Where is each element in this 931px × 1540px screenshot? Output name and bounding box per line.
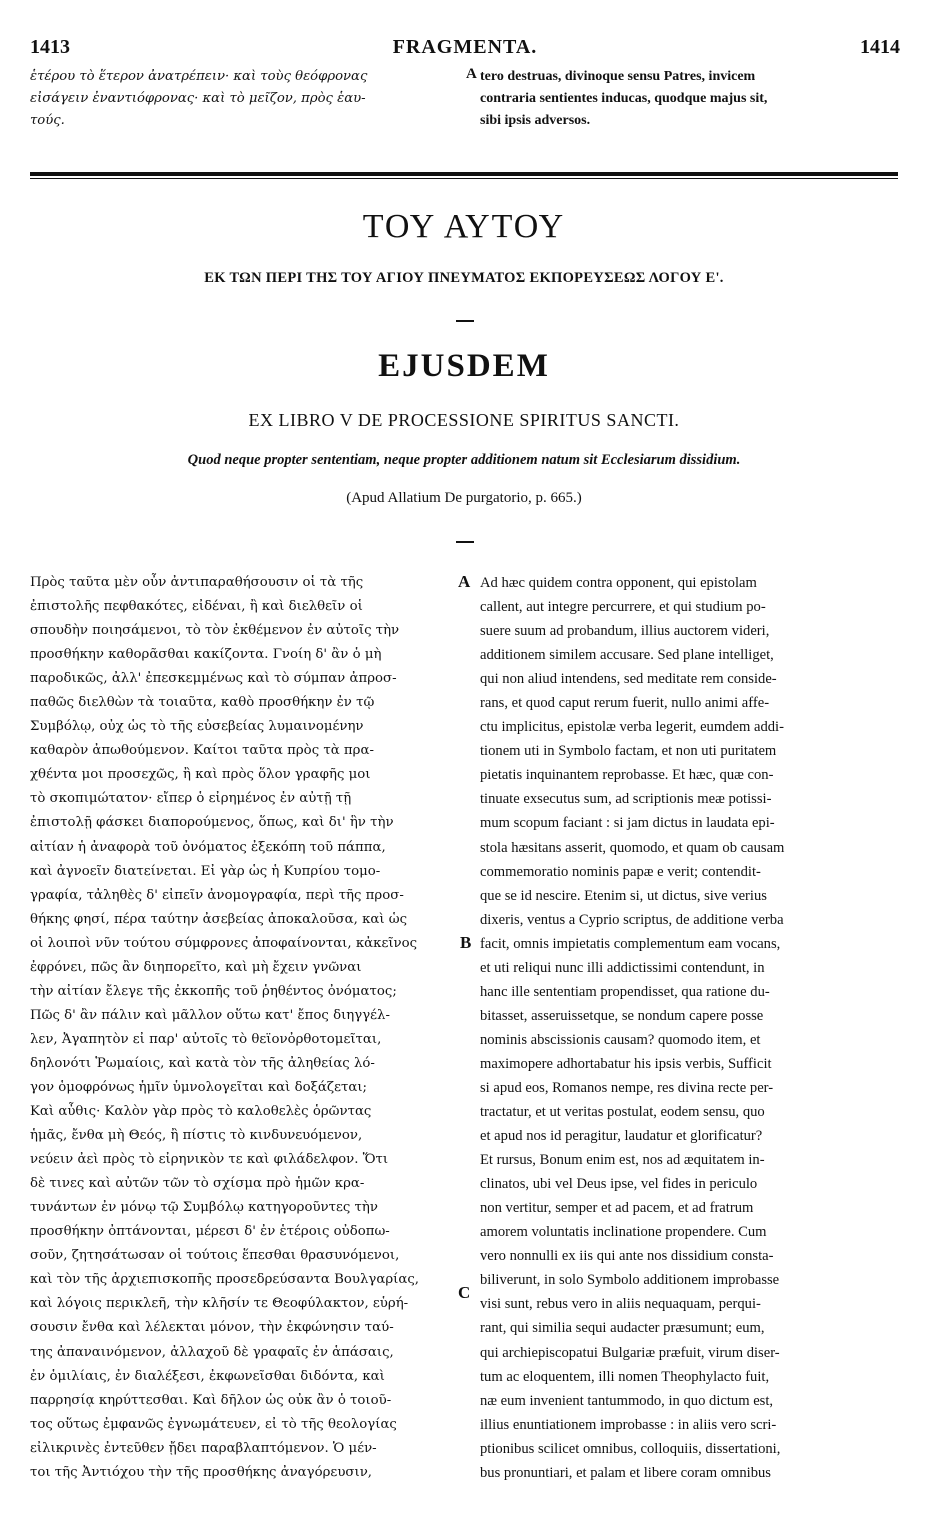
fragment-latin-line: sibi ipsis adversos. [480, 113, 591, 128]
greek-text-line: δὲ τινες καὶ αὐτῶν τῶν τὸ σχίσμα πρὸ ἡμῶν κρα- [30, 1176, 365, 1192]
latin-text-line: Et rursus, Bonum enim est, nos ad æquitatem in- [480, 1152, 765, 1169]
subtitle-latin: EX LIBRO V DE PROCESSIONE SPIRITUS SANCTI. [248, 410, 680, 430]
latin-text-line: clinatos, ubi vel Deus ipse, vel fides in periculo [480, 1176, 758, 1193]
divider-dash [456, 320, 474, 322]
greek-text-line: καὶ λόγοις περικλεῆ, τὴν κλῆσίν τε Θεοφύλακτον, εὑρή- [30, 1296, 409, 1312]
latin-text-line: mum scopum faciant : si jam dictus in laudata epi- [480, 815, 775, 832]
greek-text-line: δηλονότι Ῥωμαίοις, καὶ κατὰ τὸν τῆς ἀληθείας λό- [30, 1055, 375, 1071]
fragment-greek [30, 66, 468, 132]
summary-latin: Quod neque propter sententiam, neque propter additionem natum sit Ecclesiarum dissidium. [187, 452, 741, 468]
latin-text-line: bus pronuntiari, et palam et libere coram omnibus [480, 1464, 771, 1481]
greek-text-line: γραφία, τἀληθὲς δ' εἰπεῖν ἀνομογραφία, περὶ τῆς προσ- [30, 887, 404, 903]
greek-text-line: καθαρὸν ἀπωθούμενον. Καίτοι ταῦτα πρὸς τὰ πρα- [30, 743, 374, 759]
latin-text-line: tinuate exsecutus sum, ad scriptionis meæ potissi- [480, 791, 772, 808]
greek-text-line: παροδικῶς, ἀλλ' ἐπεσκεμμένως καὶ τὸ σύμπαν ἀπροσ- [30, 671, 397, 687]
page-number-left: 1413 [30, 36, 70, 58]
latin-text-line: nominis abscissionis causam? quomodo item, et [480, 1031, 761, 1048]
latin-text-line: tionem uti in Symbolo factam, et non uti puritatem [480, 743, 777, 760]
latin-text-line: vero nonnulli ex iis qui ante nos dissidium consta- [480, 1248, 774, 1265]
latin-text-line: ptionibus scilicet omnibus, colloquiis, dissertationi, [480, 1440, 781, 1457]
latin-text-line: et uti reliqui nunc illi addictissimi contendunt, in [480, 959, 765, 976]
latin-text-line: stola hæsitans asserit, quomodo, et quam ob causam [480, 839, 785, 856]
latin-text-line: illius enuntiationem improbasse : in aliis vero scri- [480, 1416, 777, 1433]
subtitle-greek: ΕΚ ΤΩΝ ΠΕΡΙ ΤΗΣ ΤΟΥ ΑΓΙΟΥ ΠΝΕΥΜΑΤΟΣ ΕΚΠΟΡΕΥΣΕΩΣ ΛΟΓΟΥ Ε'. [204, 270, 724, 286]
latin-text-line: Ad hæc quidem contra opponent, qui epistolam [480, 575, 757, 591]
fragment-latin [480, 66, 900, 132]
title-latin: EJUSDEM [378, 348, 550, 384]
greek-text-line: σουσιν ἔνθα καὶ λέλεκται μόνον, τὴν ἐκφώνησιν ταύ- [30, 1320, 394, 1336]
greek-text-line: Πρὸς ταῦτα μὲν οὖν ἀντιπαραθήσουσιν οἱ τὰ τῆς [30, 575, 364, 590]
latin-text-line: bitasset, asseruissetque, se nondum capere posse [480, 1007, 764, 1024]
greek-text-line: ἐφρόνει, πῶς ἂν διηπορεῖτο, καὶ μὴ ἔχειν γνῶναι [30, 959, 362, 975]
source-note: (Apud Allatium De purgatorio, p. 665.) [346, 490, 582, 506]
greek-text-line: γον ὁμοφρόνως ἡμῖν ὑμνολογεῖται καὶ δοξάζεται; [30, 1079, 368, 1095]
latin-text-line: commemoratio nominis papæ e verit; contendit- [480, 863, 761, 880]
greek-text-line: σπουδὴν ποιησάμενοι, τὸ τὸν ἐκθέμενον ἐν αὐτοῖς τὴν [30, 623, 400, 639]
greek-text-line: σοῦν, ζητησάτωσαν οἱ τούτοις ἕπεσθαι θρασυνόμενοι, [30, 1248, 400, 1264]
latin-text-line: rans, et quod caput rerum fuerit, nullo animi affe- [480, 695, 770, 712]
greek-text-line: ἡμᾶς, ἔνθα μὴ Θεός, ἢ πίστις τὸ κινδυνευόμενον, [30, 1128, 363, 1144]
latin-text-line: non vertitur, semper et ad pacem, et ad fratrum [480, 1200, 754, 1217]
greek-text-line: καὶ τὸν τῆς ἀρχιεπισκοπῆς προσεδρεύσαντα Βουλγαρίας, [30, 1272, 419, 1288]
running-title: FRAGMENTA. [392, 36, 538, 58]
greek-text-line: χθέντα μοι προσεχῶς, ἢ καὶ πρὸς ὅλον γραφῆς μοι [30, 767, 371, 783]
greek-text-line: θήκης φησί, πέρα ταύτην ἀσεβείας ἀποκαλοῦσα, καὶ ὡς [30, 911, 408, 927]
latin-text-line: facit, omnis impietatis complementum eam vocans, [480, 935, 781, 952]
latin-text-line: biliverunt, in solo Symbolo additionem improbasse [480, 1272, 780, 1289]
greek-text-line: Συμβόλῳ, οὐχ ὡς τὸ τῆς εὐσεβείας λυμαινομένην [30, 719, 364, 735]
margin-marker-c: C [458, 1283, 471, 1302]
latin-text-line: rant, qui similia sequi audacter præsumunt; eum, [480, 1320, 765, 1337]
latin-text-line: qui non aliud intendens, sed meditate rem conside- [480, 671, 777, 688]
fragment-greek-line: ἑτέρου τὸ ἕτερον ἀνατρέπειν· καὶ τοὺς θεόφρονας [30, 69, 368, 84]
divider-dash [456, 541, 474, 543]
latin-text-line: suere suum ad probandum, illius auctorem videri, [480, 623, 770, 640]
latin-text-line: ctu implicitus, epistolæ verba legerit, eumdem addi- [480, 719, 784, 736]
latin-text-line: additionem similem accusare. Sed plane intelliget, [480, 647, 774, 664]
latin-text-line: si apud eos, Romanos nempe, res divina recte per- [480, 1079, 774, 1096]
greek-text-line: τὴν αἰτίαν ἔλεγε τῆς ἐκκοπῆς τοῦ ῥηθέντος ὀνόματος; [30, 983, 397, 999]
latin-text-line: que se id nescire. Etenim si, ut dictus, sive verius [480, 887, 767, 904]
section-rule-thin [30, 178, 898, 179]
greek-text-line: τυνάντων ἐν μόνῳ τῷ Συμβόλῳ κατηγοροῦντες τὴν [30, 1200, 378, 1216]
fragment-latin-line: tero destruas, divinoque sensu Patres, invicem [480, 69, 756, 84]
latin-text-line: dixeris, ventus a Cyprio scriptus, de additione verba [480, 911, 784, 928]
latin-text-line: pietatis inquinantem reprobasse. Et hæc, quæ con- [480, 767, 774, 784]
greek-text-line: παθῶς διελθὼν τὰ τοιαῦτα, καθὸ προσθήκην ἐν τῷ [30, 695, 375, 711]
latin-text-column [480, 571, 900, 1485]
running-header [30, 36, 900, 60]
greek-text-line: τὸ σκοπιμώτατον· εἴπερ ὁ εἰρημένος ἐν αὐτῇ τῇ [30, 791, 352, 807]
latin-text-line: qui archiepiscopatui Bulgariæ præfuit, virum diser- [480, 1344, 780, 1361]
greek-text-line: νεύειν ἀεὶ πρὸς τὸ εἰρηνικὸν τε καὶ φιλάδελφον. Ὅτι [30, 1152, 389, 1168]
latin-text-line: et apud nos id peragitur, laudatur et glorificatur? [480, 1128, 763, 1145]
fragment-latin-line: contraria sentientes inducas, quodque majus sit, [480, 91, 768, 106]
fragment-greek-line: τούς. [30, 113, 65, 128]
greek-text-line: προσθήκην καθορᾶσθαι κακίζοντα. Γνοίη δ' ἂν ὁ μὴ [30, 647, 382, 663]
greek-text-line: αἰτίαν ἡ ἀναφορὰ τοῦ ὀνόματος ἐξεκόπη τοῦ πάππα, [30, 839, 386, 855]
greek-text-line: Πῶς δ' ἂν πάλιν καὶ μᾶλλον οὕτω κατ' ἔπος διηγγέλ- [30, 1007, 390, 1023]
latin-text-line: tractatur, et ut veritas postulat, eodem sensu, quo [480, 1104, 765, 1121]
greek-text-column [30, 571, 458, 1485]
greek-text-line: Καὶ αὖθις· Καλὸν γὰρ πρὸς τὸ καλοθελὲς ὁρῶντας [30, 1104, 372, 1120]
latin-text-line: amorem voluntatis inclinatione propendere. Cum [480, 1224, 767, 1241]
greek-text-line: παρρησίᾳ κηρύττεσθαι. Καὶ δῆλον ὡς οὐκ ἂν ὁ τοιοῦ- [30, 1392, 392, 1408]
margin-marker-a-top: A [466, 66, 477, 82]
latin-text-line: visi sunt, rebus vero in aliis nequaquam, perqui- [480, 1296, 761, 1313]
greek-text-line: προσθήκην ὀπτάνονται, μέρεσι δ' ἐν ἑτέροις οὐδοπω- [30, 1224, 390, 1240]
greek-text-line: τοι τῆς Ἀντιόχου τὴν τῆς προσθήκης ἀναγόρευσιν, [30, 1464, 373, 1480]
greek-text-line: οἱ λοιποὶ νῦν τούτου σύμφρονες ἀποφαίνονται, κἀκεῖνος [30, 935, 418, 951]
latin-text-line: hanc ille sententiam propendisset, qua ratione du- [480, 983, 770, 1000]
section-rule [30, 172, 898, 176]
greek-text-line: ἐπιστολῆς πεφθακότες, εἰδέναι, ἢ καὶ διελθεῖν οἱ [30, 599, 363, 615]
greek-text-line: τος οὕτως ἐμφανῶς ἐγνωμάτευεν, εἰ τὸ τῆς θεολογίας [30, 1416, 397, 1432]
page-number-right: 1414 [860, 36, 900, 58]
greek-text-line: της ἀπαναινόμενον, ἀλλαχοῦ δὲ γραφαῖς ἐν ἁπάσαις, [30, 1344, 394, 1360]
title-greek: ΤΟΥ ΑΥΤΟΥ [362, 208, 566, 245]
greek-text-line: καὶ ἀγνοεῖν διατείνεται. Εἰ γὰρ ὡς ἡ Κυπρίου τομο- [30, 863, 381, 879]
greek-text-line: ἐν ὁμιλίαις, ἐν διαλέξεσι, ἐκφωνεῖσθαι διδόντα, καὶ [30, 1368, 385, 1384]
margin-marker-a: A [458, 572, 471, 591]
latin-text-line: callent, aut integre percurrere, et qui studium po- [480, 599, 766, 616]
latin-text-line: maximopere adhortabatur his ipsis verbis, Sufficit [480, 1055, 772, 1072]
greek-text-line: εἰλικρινὲς ἐντεῦθεν ᾔδει παραβλαπτόμενον. Ὁ μέν- [30, 1440, 377, 1456]
margin-marker-b: B [460, 933, 472, 952]
fragment-greek-line: εἰσάγειν ἐναντιόφρονας· καὶ τὸ μεῖζον, πρὸς ἑαυ- [30, 91, 366, 106]
greek-text-line: ἐπιστολῇ φάσκει διαπορούμενος, ὅπως, καὶ δι' ἣν τὴν [30, 815, 394, 831]
latin-text-line: næ eum invenient tantummodo, in quo dictum est, [480, 1392, 774, 1409]
greek-text-line: λεν, Ἀγαπητὸν εἰ παρ' αὐτοῖς τὸ θεϊονὀρθοτομεῖται, [30, 1031, 382, 1047]
latin-text-line: tum ac eloquentem, illi nomen Theophylacto fuit, [480, 1368, 770, 1385]
